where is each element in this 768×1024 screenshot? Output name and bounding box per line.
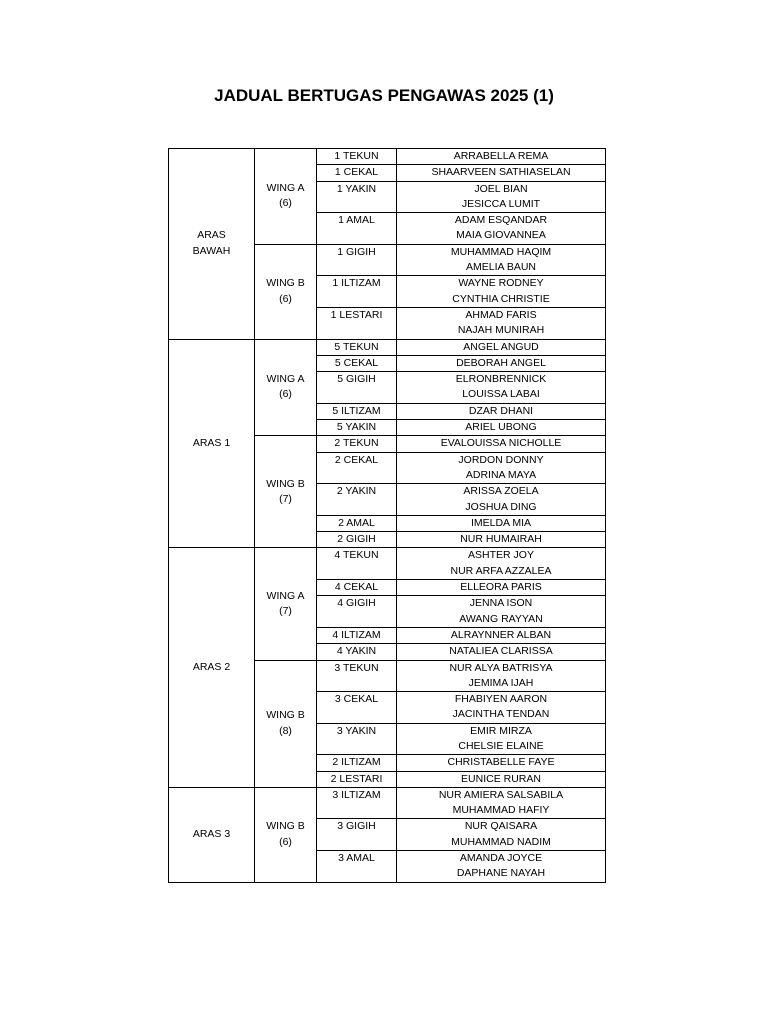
- prefect-name: NAJAH MUNIRAH: [457, 324, 545, 337]
- class-cell: [317, 355, 397, 371]
- names-cell: [397, 484, 606, 516]
- names-cell: [397, 548, 606, 580]
- prefect-name: JEMIMA IJAH: [468, 676, 534, 689]
- names-cell: [397, 755, 606, 771]
- level-label: ARAS 3: [192, 828, 231, 841]
- prefect-name: MUHAMMAD NADIM: [451, 835, 551, 848]
- prefect-name: JESICCA LUMIT: [461, 197, 541, 210]
- class-cell: [317, 723, 397, 755]
- names-cell: [397, 339, 606, 355]
- names-cell: [397, 787, 606, 819]
- wing-label: WING A: [266, 589, 305, 602]
- class-cell: [317, 484, 397, 516]
- level-label: ARAS 2: [192, 661, 231, 673]
- names-cell: [397, 596, 606, 628]
- wing-label: WING A: [266, 373, 305, 386]
- level-cell: [169, 149, 255, 340]
- class-cell: [317, 403, 397, 419]
- class-name: 3 CEKAL: [334, 693, 379, 706]
- prefect-name: JORDON DONNY: [458, 453, 544, 466]
- wing-label: (8): [279, 724, 292, 737]
- class-name: 1 ILTIZAM: [332, 277, 381, 290]
- prefect-name: MUHAMMAD HAQIM: [450, 245, 552, 258]
- names-cell: [397, 213, 606, 245]
- class-name: 3 YAKIN: [336, 724, 377, 737]
- class-cell: [317, 307, 397, 339]
- prefect-name: NUR ALYA BATRISYA: [449, 661, 553, 674]
- class-cell: [317, 644, 397, 660]
- wing-cell: [255, 548, 317, 660]
- prefect-name: CHRISTABELLE FAYE: [447, 756, 555, 769]
- prefect-name: IMELDA MIA: [470, 516, 532, 529]
- class-name: 2 YAKIN: [336, 485, 377, 498]
- prefect-name: AHMAD FARIS: [465, 308, 537, 321]
- prefect-name: LOUISSA LABAI: [462, 388, 540, 401]
- wing-label: WING A: [266, 182, 305, 195]
- prefect-name: EUNICE RURAN: [461, 772, 541, 785]
- class-cell: [317, 436, 397, 452]
- names-cell: [397, 372, 606, 404]
- wing-label: (7): [279, 604, 292, 617]
- class-name: 1 TEKUN: [334, 150, 379, 162]
- duty-roster-table: [168, 148, 606, 883]
- class-name: 2 TEKUN: [334, 437, 379, 450]
- class-name: 1 AMAL: [338, 214, 375, 227]
- class-name: 1 GIGIH: [337, 245, 376, 258]
- prefect-name: ASHTER JOY: [468, 549, 534, 562]
- level-cell: [169, 548, 255, 787]
- prefect-name: ARRABELLA REMA: [453, 150, 549, 162]
- class-name: 3 AMAL: [338, 852, 375, 865]
- names-cell: [397, 307, 606, 339]
- names-cell: [397, 149, 606, 165]
- class-name: 1 YAKIN: [336, 182, 377, 195]
- class-cell: [317, 515, 397, 531]
- class-name: 5 ILTIZAM: [332, 404, 381, 417]
- prefect-name: EMIR MIRZA: [470, 724, 532, 737]
- names-cell: [397, 819, 606, 851]
- class-cell: [317, 372, 397, 404]
- prefect-name: ARIEL UBONG: [465, 421, 537, 434]
- prefect-name: ANGEL ANGUD: [463, 340, 539, 353]
- level-label: ARAS 1: [192, 436, 231, 449]
- class-name: 2 LESTARI: [330, 772, 383, 785]
- names-cell: [397, 244, 606, 276]
- class-cell: [317, 627, 397, 643]
- class-name: 4 YAKIN: [336, 645, 377, 658]
- table-row: [169, 149, 606, 165]
- names-cell: [397, 627, 606, 643]
- prefect-name: ADRINA MAYA: [465, 468, 537, 481]
- prefect-name: ELRONBRENNICK: [455, 373, 547, 386]
- prefect-name: AWANG RAYYAN: [459, 612, 543, 625]
- names-cell: [397, 452, 606, 484]
- names-cell: [397, 515, 606, 531]
- prefect-name: AMELIA BAUN: [465, 261, 537, 274]
- class-cell: [317, 819, 397, 851]
- class-cell: [317, 213, 397, 245]
- table-row: [169, 548, 606, 580]
- class-cell: [317, 452, 397, 484]
- wing-cell: [255, 787, 317, 882]
- names-cell: [397, 276, 606, 308]
- class-cell: [317, 181, 397, 213]
- prefect-name: JENNA ISON: [469, 597, 533, 610]
- names-cell: [397, 403, 606, 419]
- class-cell: [317, 787, 397, 819]
- prefect-name: WAYNE RODNEY: [458, 277, 544, 290]
- prefect-name: NATALIEA CLARISSA: [449, 645, 553, 658]
- class-name: 5 TEKUN: [334, 340, 379, 353]
- level-label: ARAS: [197, 229, 226, 242]
- names-cell: [397, 165, 606, 181]
- class-name: 4 CEKAL: [334, 581, 379, 594]
- wing-label: WING B: [266, 277, 305, 290]
- level-cell: [169, 339, 255, 548]
- class-name: 5 YAKIN: [336, 421, 377, 434]
- wing-label: WING B: [266, 709, 305, 722]
- class-cell: [317, 692, 397, 724]
- class-name: 4 TEKUN: [334, 549, 379, 562]
- prefect-name: ALRAYNNER ALBAN: [450, 628, 552, 641]
- names-cell: [397, 532, 606, 548]
- prefect-name: JOSHUA DING: [465, 500, 537, 513]
- prefect-name: NUR QAISARA: [464, 820, 538, 833]
- class-cell: [317, 548, 397, 580]
- class-name: 3 ILTIZAM: [332, 788, 381, 801]
- names-cell: [397, 660, 606, 692]
- prefect-name: FHABIYEN AARON: [454, 693, 548, 706]
- wing-label: (6): [279, 388, 292, 401]
- prefect-name: NUR HUMAIRAH: [460, 533, 542, 546]
- prefect-name: SHAARVEEN SATHIASELAN: [431, 166, 571, 179]
- wing-label: WING B: [266, 477, 305, 490]
- prefect-name: MUHAMMAD HAFIY: [452, 804, 550, 817]
- class-cell: [317, 851, 397, 883]
- class-cell: [317, 165, 397, 181]
- prefect-name: AMANDA JOYCE: [459, 852, 543, 865]
- class-name: 2 ILTIZAM: [332, 756, 381, 769]
- class-name: 4 GIGIH: [337, 597, 376, 610]
- class-cell: [317, 755, 397, 771]
- names-cell: [397, 771, 606, 787]
- prefect-name: MAIA GIOVANNEA: [456, 229, 546, 242]
- table-row: [169, 787, 606, 819]
- names-cell: [397, 355, 606, 371]
- prefect-name: JACINTHA TENDAN: [452, 708, 550, 721]
- prefect-name: DEBORAH ANGEL: [456, 356, 546, 369]
- prefect-name: ARISSA ZOELA: [463, 485, 539, 498]
- prefect-name: NUR AMIERA SALSABILA: [438, 788, 564, 801]
- prefect-name: ADAM ESQANDAR: [454, 214, 548, 227]
- wing-cell: [255, 660, 317, 787]
- class-cell: [317, 149, 397, 165]
- wing-cell: [255, 436, 317, 548]
- prefect-name: ELLEORA PARIS: [460, 581, 542, 594]
- class-name: 2 AMAL: [338, 516, 375, 529]
- class-name: 5 GIGIH: [337, 373, 376, 386]
- class-cell: [317, 420, 397, 436]
- prefect-name: JOEL BIAN: [474, 182, 528, 195]
- names-cell: [397, 692, 606, 724]
- class-cell: [317, 532, 397, 548]
- class-cell: [317, 596, 397, 628]
- class-name: 4 ILTIZAM: [332, 628, 381, 641]
- class-name: 5 CEKAL: [334, 356, 379, 369]
- class-name: 1 LESTARI: [330, 308, 383, 321]
- class-cell: [317, 339, 397, 355]
- class-name: 1 CEKAL: [334, 166, 379, 179]
- wing-cell: [255, 339, 317, 436]
- duty-roster-body: [169, 149, 606, 883]
- class-cell: [317, 244, 397, 276]
- wing-cell: [255, 149, 317, 245]
- wing-cell: [255, 244, 317, 339]
- class-name: 2 GIGIH: [337, 533, 376, 546]
- names-cell: [397, 851, 606, 883]
- class-cell: [317, 771, 397, 787]
- prefect-name: DZAR DHANI: [468, 404, 534, 417]
- names-cell: [397, 580, 606, 596]
- names-cell: [397, 644, 606, 660]
- table-row: [169, 339, 606, 355]
- prefect-name: CHELSIE ELAINE: [458, 739, 544, 752]
- level-cell: [169, 787, 255, 882]
- prefect-name: CYNTHIA CHRISTIE: [452, 292, 550, 305]
- names-cell: [397, 723, 606, 755]
- names-cell: [397, 181, 606, 213]
- prefect-name: EVALOUISSA NICHOLLE: [440, 437, 562, 450]
- class-cell: [317, 580, 397, 596]
- prefect-name: DAPHANE NAYAH: [456, 867, 546, 880]
- names-cell: [397, 436, 606, 452]
- class-name: 3 GIGIH: [337, 820, 376, 833]
- level-label: BAWAH: [192, 244, 231, 257]
- class-cell: [317, 276, 397, 308]
- class-name: 2 CEKAL: [334, 453, 379, 466]
- class-cell: [317, 660, 397, 692]
- names-cell: [397, 420, 606, 436]
- wing-label: (7): [279, 492, 292, 505]
- class-name: 3 TEKUN: [334, 661, 379, 674]
- wing-label: (6): [279, 292, 292, 305]
- prefect-name: NUR ARFA AZZALEA: [450, 564, 552, 577]
- page-title: JADUAL BERTUGAS PENGAWAS 2025 (1): [214, 86, 554, 105]
- wing-label: (6): [279, 835, 292, 848]
- wing-label: (6): [279, 197, 292, 210]
- wing-label: WING B: [266, 820, 305, 833]
